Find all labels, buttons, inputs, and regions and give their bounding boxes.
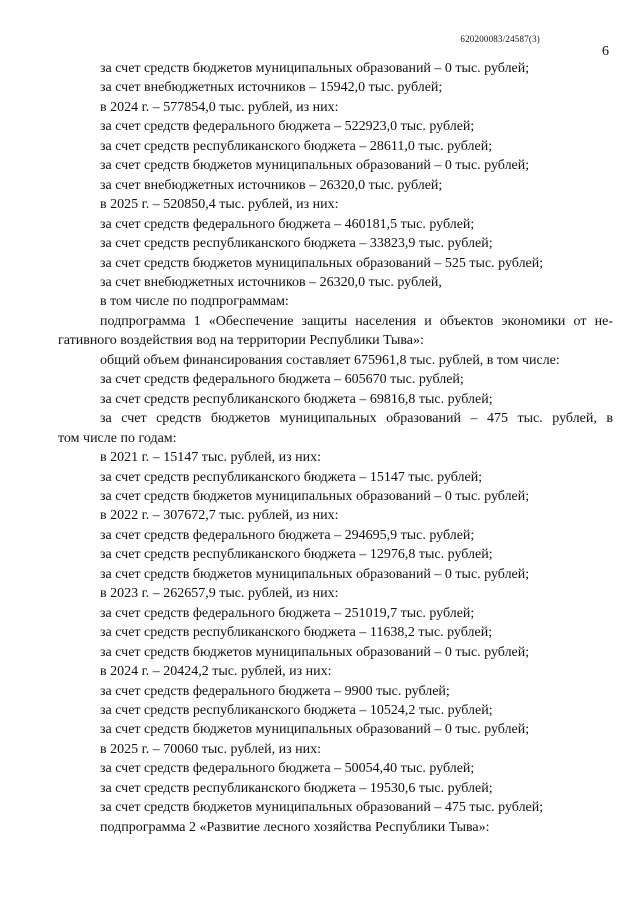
text-line: за счет средств бюджетов муниципальных образований – 475 тыс. рублей, в — [100, 411, 613, 427]
text-line: за счет средств республиканского бюджета – 33823,9 тыс. рублей; — [100, 236, 493, 252]
text-line: за счет средств федерального бюджета – 251019,7 тыс. рублей; — [100, 605, 475, 621]
text-line: том числе по годам: — [58, 430, 177, 446]
text-line: за счет средств федерального бюджета – 605670 тыс. рублей; — [100, 372, 464, 388]
text-line: за счет средств республиканского бюджета – 69816,8 тыс. рублей; — [100, 391, 493, 407]
text-line: за счет средств бюджетов муниципальных образований – 0 тыс. рублей; — [100, 566, 530, 582]
text-line: за счет средств федерального бюджета – 522923,0 тыс. рублей; — [100, 119, 475, 135]
text-line: за счет средств республиканского бюджета – 12976,8 тыс. рублей; — [100, 547, 493, 563]
text-line: в 2024 г. – 577854,0 тыс. рублей, из них: — [100, 99, 339, 115]
text-line: за счет средств республиканского бюджета – 10524,2 тыс. рублей; — [100, 702, 493, 718]
text-line: в 2025 г. – 520850,4 тыс. рублей, из них: — [100, 197, 339, 213]
text-line: за счет средств бюджетов муниципальных образований – 525 тыс. рублей; — [100, 255, 544, 271]
text-line: за счет средств республиканского бюджета – 11638,2 тыс. рублей; — [100, 625, 493, 641]
text-line: за счет средств федерального бюджета – 50054,40 тыс. рублей; — [100, 761, 475, 777]
text-line: за счет средств федерального бюджета – 460181,5 тыс. рублей; — [100, 216, 475, 232]
text-line: гативного воздействия вод на территории Республики Тыва»: — [58, 333, 424, 349]
text-line: в 2022 г. – 307672,7 тыс. рублей, из них: — [100, 508, 339, 524]
text-line: за счет средств бюджетов муниципальных образований – 0 тыс. рублей; — [100, 61, 530, 76]
text-line: в том числе по подпрограммам: — [100, 294, 289, 310]
text-line: за счет внебюджетных источников – 15942,0 тыс. рублей; — [100, 80, 443, 96]
text-line: за счет средств бюджетов муниципальных образований – 475 тыс. рублей; — [100, 800, 544, 816]
text-line: в 2025 г. – 70060 тыс. рублей, из них: — [100, 741, 322, 757]
text-line: в 2024 г. – 20424,2 тыс. рублей, из них: — [100, 664, 332, 680]
text-line: за счет средств федерального бюджета – 9900 тыс. рублей; — [100, 683, 450, 699]
text-line: за счет средств бюджетов муниципальных образований – 0 тыс. рублей; — [100, 158, 530, 174]
text-line: за счет средств бюджетов муниципальных образований – 0 тыс. рублей; — [100, 722, 530, 738]
text-line: за счет внебюджетных источников – 26320,0 тыс. рублей; — [100, 177, 443, 193]
text-line: за счет средств бюджетов муниципальных образований – 0 тыс. рублей; — [100, 488, 530, 504]
text-line: за счет средств республиканского бюджета – 19530,6 тыс. рублей; — [100, 780, 493, 796]
text-line: в 2021 г. – 15147 тыс. рублей, из них: — [100, 450, 322, 466]
text-line: в 2023 г. – 262657,9 тыс. рублей, из них: — [100, 586, 339, 602]
text-line: за счет средств бюджетов муниципальных образований – 0 тыс. рублей; — [100, 644, 530, 660]
text-line: подпрограмма 2 «Развитие лесного хозяйства Республики Тыва»: — [100, 819, 490, 835]
body-text — [58, 59, 613, 837]
text-line: за счет средств республиканского бюджета – 15147 тыс. рублей; — [100, 469, 483, 485]
document-id: 620200083/24587(3) — [460, 34, 540, 44]
text-line: подпрограмма 1 «Обеспечение защиты населения и объектов экономики от не- — [100, 313, 613, 329]
page-number: 6 — [602, 44, 609, 59]
text-line: за счет средств республиканского бюджета – 28611,0 тыс. рублей; — [100, 138, 493, 154]
text-line: за счет средств федерального бюджета – 294695,9 тыс. рублей; — [100, 527, 475, 543]
text-line: общий объем финансирования составляет 675961,8 тыс. рублей, в том числе: — [100, 352, 560, 368]
text-line: за счет внебюджетных источников – 26320,0 тыс. рублей, — [100, 274, 442, 290]
